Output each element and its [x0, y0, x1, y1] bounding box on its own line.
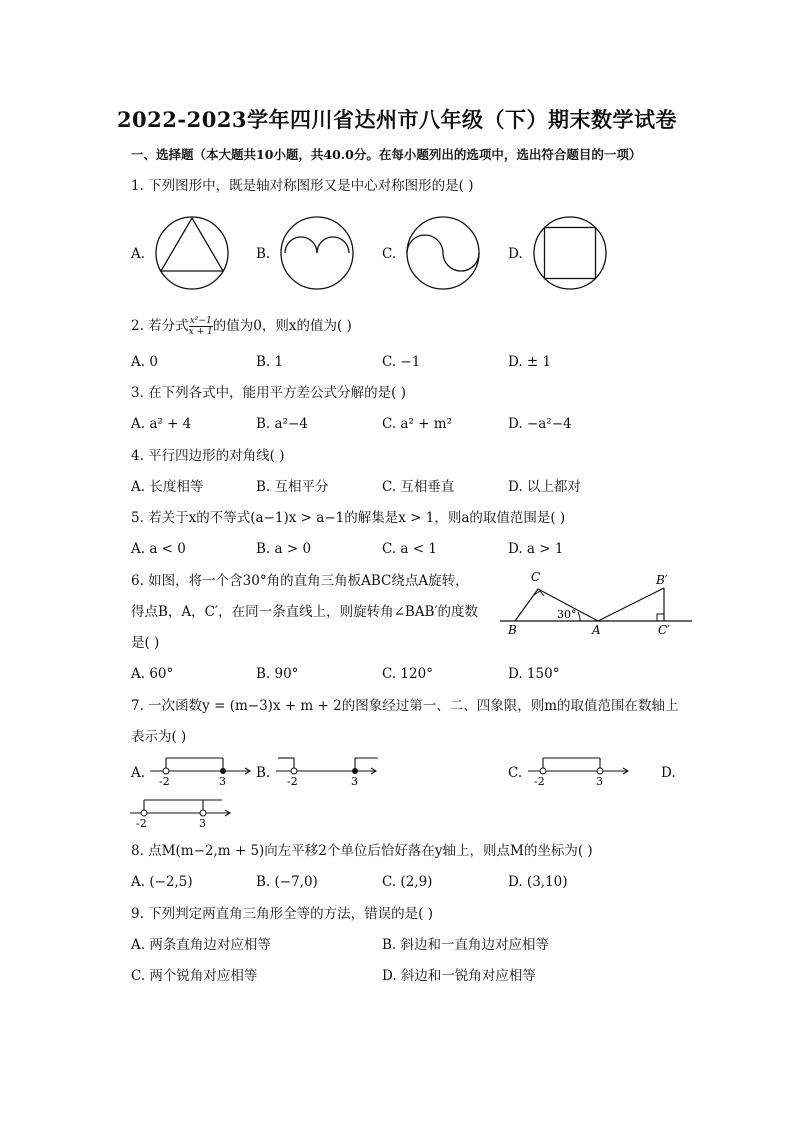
- q7-number-line-b: [274, 752, 382, 790]
- square-shape: [545, 228, 596, 279]
- segment-ab-prime: [598, 588, 664, 621]
- question-6-line-1: 6. 如图，将一个含30°角的直角三角板ABC绕点A旋转，: [131, 573, 469, 589]
- q3-option-b: B. a²−4: [256, 416, 308, 432]
- q1-figure-b: [275, 213, 365, 293]
- q7-number-line-c: [526, 752, 634, 790]
- q6-triangle-figure: [498, 568, 694, 640]
- q2-fraction: [189, 316, 213, 337]
- q6-option-b: B. 90°: [256, 666, 299, 682]
- page-title: 2022-2023学年四川省达州市八年级（下）期末数学试卷: [116, 107, 678, 132]
- q8-option-b: B. (−7,0): [256, 874, 318, 890]
- q7-label-a: A.: [131, 765, 146, 781]
- open-dot-minus-2: [141, 810, 147, 816]
- q7-number-line-d: [128, 794, 236, 832]
- tick-label-minus-2: -2: [159, 775, 170, 788]
- label-c: C: [531, 570, 541, 584]
- q8-option-a: A. (−2,5): [131, 874, 193, 890]
- q1-label-b: B.: [256, 246, 271, 262]
- q5-option-c: C. a < 1: [382, 541, 437, 557]
- question-7-line-2: 表示为( ): [131, 729, 187, 745]
- closed-dot-3: [352, 768, 358, 774]
- q7-number-line-a: [148, 752, 256, 790]
- open-dot-minus-2: [540, 768, 546, 774]
- q8-option-d: D. (3,10): [508, 874, 568, 890]
- q4-option-d: D. 以上都对: [508, 479, 581, 495]
- q4-option-a: A. 长度相等: [131, 479, 204, 495]
- open-dot-minus-2: [163, 768, 169, 774]
- label-c-prime: C′: [658, 623, 670, 637]
- q7-label-b: B.: [256, 765, 271, 781]
- tick-label-minus-2: -2: [136, 817, 147, 830]
- q2-option-b: B. 1: [256, 354, 284, 370]
- q4-option-b: B. 互相平分: [256, 479, 329, 495]
- label-angle-30: 30°: [557, 608, 577, 621]
- q2-prefix: 2. 若分式: [131, 318, 189, 334]
- circle-shape: [156, 217, 228, 289]
- label-b: B: [508, 623, 517, 637]
- q2-option-a: A. 0: [131, 354, 158, 370]
- q9-option-c: C. 两个锐角对应相等: [131, 968, 258, 984]
- q2-fraction-denominator: x + 1: [188, 327, 213, 337]
- q9-option-b: B. 斜边和一直角边对应相等: [382, 937, 550, 953]
- q1-label-d: D.: [508, 246, 523, 262]
- q8-option-c: C. (2,9): [382, 874, 433, 890]
- q5-option-d: D. a > 1: [508, 541, 564, 557]
- open-dot-3: [597, 768, 603, 774]
- q1-label-a: A.: [131, 246, 146, 262]
- q2-fraction-numerator: x²−1: [189, 316, 212, 326]
- tick-label-3: 3: [596, 775, 603, 788]
- q1-figure-c: [401, 213, 491, 293]
- q7-label-d: D.: [661, 765, 676, 781]
- question-3-stem: 3. 在下列各式中，能用平方差公式分解的是( ): [131, 385, 406, 401]
- q6-option-a: A. 60°: [131, 666, 174, 682]
- tick-label-minus-2: -2: [534, 775, 545, 788]
- s-curve-shape: [407, 235, 479, 271]
- q4-option-c: C. 互相垂直: [382, 479, 455, 495]
- q6-option-d: D. 150°: [508, 666, 560, 682]
- triangle-shape: [161, 218, 223, 271]
- question-8-stem: 8. 点M(m−2,m + 5)向左平移2个单位后恰好落在y轴上，则点M的坐标为( ): [131, 843, 593, 859]
- question-5-stem: 5. 若关于x的不等式(a−1)x > a−1的解集是x > 1，则a的取值范围是( ): [131, 510, 566, 526]
- q3-option-c: C. a² + m²: [382, 416, 452, 432]
- tick-label-3: 3: [199, 817, 206, 830]
- open-dot-minus-2: [291, 768, 297, 774]
- question-6-line-2: 得点B，A，C′，在同一条直线上，则旋转角∠BAB′的度数: [131, 604, 479, 620]
- q1-figure-d: [528, 213, 618, 293]
- q1-label-c: C.: [382, 246, 397, 262]
- q2-suffix: 的值为0，则x的值为( ): [212, 318, 352, 334]
- q7-label-c: C.: [508, 765, 523, 781]
- question-7-line-1: 7. 一次函数y = (m−3)x + m + 2的图象经过第一、二、四象限，则m的取值范围在数轴上: [131, 698, 679, 714]
- q3-option-d: D. −a²−4: [508, 416, 572, 432]
- angle-arc: [578, 612, 580, 621]
- q2-option-c: C. −1: [382, 354, 421, 370]
- q2-option-d: D. ± 1: [508, 354, 552, 370]
- question-2-stem: [131, 316, 352, 337]
- question-1-stem: 1. 下列图形中，既是轴对称图形又是中心对称图形的是( ): [131, 178, 474, 194]
- q5-option-a: A. a < 0: [131, 541, 186, 557]
- q3-option-a: A. a² + 4: [131, 416, 192, 432]
- q6-option-c: C. 120°: [382, 666, 433, 682]
- heart-arcs-shape: [285, 237, 349, 253]
- label-a: A: [592, 623, 601, 637]
- tick-label-3: 3: [219, 775, 226, 788]
- section-heading: 一、选择题（本大题共10小题，共40.0分。在每小题列出的选项中，选出符合题目的一项）: [131, 147, 642, 162]
- q5-option-b: B. a > 0: [256, 541, 312, 557]
- question-9-stem: 9. 下列判定两直角三角形全等的方法，错误的是( ): [131, 906, 433, 922]
- q9-option-d: D. 斜边和一锐角对应相等: [382, 968, 536, 984]
- tick-label-minus-2: -2: [287, 775, 298, 788]
- closed-dot-3: [220, 768, 226, 774]
- q9-option-a: A. 两条直角边对应相等: [131, 937, 271, 953]
- question-6-line-3: 是( ): [131, 635, 160, 651]
- right-angle-mark-c-prime: [657, 614, 664, 621]
- label-b-prime: B′: [656, 573, 668, 587]
- open-dot-3: [200, 810, 206, 816]
- q1-figure-a: [150, 213, 240, 293]
- tick-label-3: 3: [351, 775, 358, 788]
- question-4-stem: 4. 平行四边形的对角线( ): [131, 448, 285, 464]
